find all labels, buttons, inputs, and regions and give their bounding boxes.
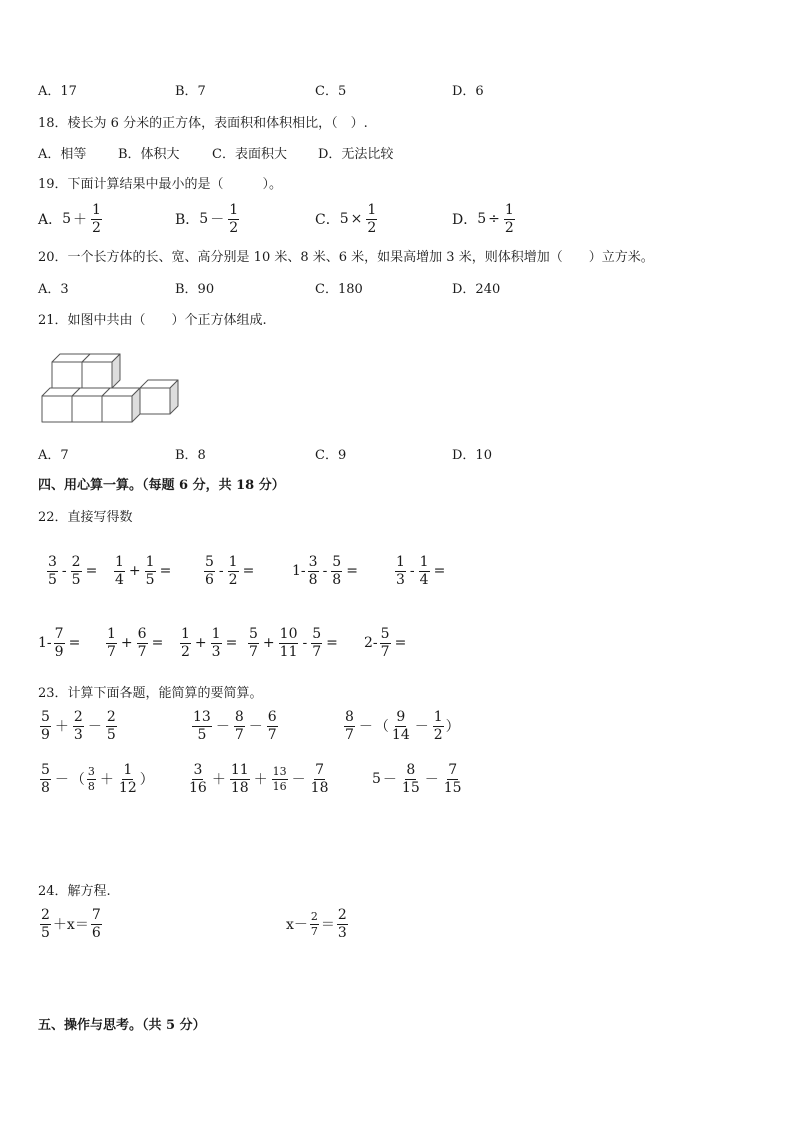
whole-number: 1- — [38, 635, 52, 652]
right-paren: ） — [139, 772, 154, 789]
operator: + — [194, 635, 207, 652]
numerator: 5 — [41, 762, 50, 778]
q23-expr-3 — [342, 710, 460, 742]
cube-figure — [40, 350, 185, 428]
numerator: 1 — [123, 762, 133, 778]
denominator: 9 — [41, 726, 50, 743]
fraction — [73, 710, 84, 742]
operator: - — [409, 563, 415, 580]
numerator: 9 — [396, 709, 406, 725]
cube — [82, 354, 120, 388]
denominator: 15 — [401, 779, 420, 796]
denominator: 15 — [443, 779, 462, 796]
q20-option-b: B．90 — [175, 282, 215, 297]
fraction — [419, 555, 430, 587]
fraction — [504, 203, 515, 235]
fraction — [192, 710, 212, 742]
fraction — [279, 627, 299, 659]
q20-question: 20．一个长方体的长、宽、高分别是 10 米、8 米、6 米，如果高增加 3 米，则体积增加（ ）立方米。 — [38, 250, 654, 265]
numerator: 5 — [332, 554, 342, 570]
operator: + — [262, 635, 275, 652]
denominator: 6 — [205, 571, 214, 588]
q20-option-a: A．3 — [38, 282, 69, 297]
denominator: 14 — [391, 726, 410, 743]
q18-option-b: B．体积大 — [118, 147, 180, 162]
denominator: 8 — [308, 571, 318, 588]
q23-expr-2 — [190, 710, 280, 742]
whole-number: 5 — [477, 211, 487, 228]
operator: + — [120, 635, 133, 652]
q20-option-d: D．240 — [452, 282, 501, 297]
whole-number: 5 — [372, 771, 381, 788]
q21-option-c: C．9 — [315, 448, 347, 463]
fraction — [91, 908, 102, 940]
operator: － — [215, 719, 230, 736]
equals-sign: = — [159, 563, 172, 580]
section-5-title: 五、操作与思考。（共 5 分） — [38, 1018, 206, 1033]
fraction — [106, 710, 117, 742]
numerator: 5 — [312, 626, 322, 642]
operator: - — [322, 563, 328, 580]
q22-expr-1 — [45, 555, 99, 587]
whole-number: 5 — [62, 211, 72, 228]
denominator: 3 — [73, 726, 83, 743]
q17-option-b: B．7 — [175, 84, 206, 99]
denominator: 5 — [41, 924, 50, 941]
q18-question: 18．棱长为 6 分米的正方体，表面积和体积相比，（ ）. — [38, 116, 368, 131]
denominator: 18 — [310, 779, 329, 796]
operator: － — [414, 719, 429, 736]
option-label: C． — [315, 212, 340, 229]
q19-option-c — [315, 203, 379, 235]
operator: － — [210, 212, 225, 229]
denominator: 7 — [310, 924, 318, 938]
q19-option-d — [452, 203, 517, 235]
equals-sign: = — [68, 635, 81, 652]
numerator: 13 — [272, 765, 287, 779]
denominator: 8 — [332, 571, 342, 588]
cube — [102, 388, 140, 422]
whole-number: 5 — [339, 211, 349, 228]
q22-expr-7 — [104, 627, 165, 659]
q21-question: 21．如图中共由（ ）个正方体组成. — [38, 313, 267, 328]
operator: ＋ — [99, 772, 114, 789]
q23-expr-6 — [372, 763, 465, 795]
numerator: 1 — [181, 626, 190, 642]
variable: x－ — [286, 917, 308, 934]
denominator: 5 — [197, 726, 207, 743]
fraction — [310, 911, 319, 937]
q24-question: 24．解方程. — [38, 884, 111, 899]
denominator: 2 — [92, 219, 101, 236]
q20-option-c: C．180 — [315, 282, 363, 297]
operator: ＋ — [253, 772, 268, 789]
denominator: 5 — [145, 571, 155, 588]
fraction — [204, 555, 215, 587]
fraction — [180, 627, 191, 659]
numerator: 1 — [92, 202, 101, 218]
numerator: 1 — [115, 554, 124, 570]
whole-number: 5 — [199, 211, 209, 228]
fraction — [248, 627, 259, 659]
numerator: 7 — [54, 626, 64, 642]
denominator: 6 — [91, 924, 101, 941]
q18-option-c: C．表面积大 — [212, 147, 287, 162]
left-paren: （ — [70, 772, 85, 789]
q21-option-d: D．10 — [452, 448, 492, 463]
denominator: 2 — [433, 726, 443, 743]
numerator: 13 — [193, 709, 211, 725]
numerator: 1 — [433, 709, 443, 725]
q19-option-b — [175, 203, 241, 235]
numerator: 2 — [73, 709, 83, 725]
operator: - — [218, 563, 224, 580]
fraction — [114, 555, 125, 587]
equals-sign: = — [346, 563, 358, 580]
q21-option-a: A．7 — [38, 448, 69, 463]
numerator: 8 — [345, 709, 354, 725]
fraction — [310, 763, 330, 795]
operator: × — [350, 211, 363, 228]
q19-option-a — [38, 203, 104, 235]
fraction — [40, 908, 51, 940]
denominator: 4 — [419, 571, 429, 588]
equals-sign: = — [394, 635, 407, 652]
fraction — [145, 555, 156, 587]
fraction — [188, 763, 208, 795]
fraction — [228, 555, 239, 587]
numerator: 7 — [91, 907, 101, 923]
denominator: 16 — [272, 779, 287, 793]
fraction — [47, 555, 58, 587]
denominator: 5 — [71, 571, 81, 588]
numerator: 8 — [234, 709, 244, 725]
numerator: 8 — [406, 762, 416, 778]
denominator: 2 — [229, 219, 239, 236]
numerator: 7 — [315, 762, 325, 778]
q22-expr-6 — [38, 627, 82, 659]
fraction — [137, 627, 148, 659]
numerator: 2 — [310, 910, 318, 924]
operator: － — [54, 772, 69, 789]
operator: － — [248, 719, 263, 736]
denominator: 7 — [234, 726, 244, 743]
q22-expr-3 — [202, 555, 256, 587]
equals-sign: = — [85, 563, 98, 580]
q22-expr-8 — [178, 627, 239, 659]
denominator: 7 — [345, 726, 354, 743]
fraction — [308, 555, 319, 587]
fraction — [71, 555, 82, 587]
fraction — [40, 763, 51, 795]
section-4-title: 四、用心算一算。（每题 6 分，共 18 分） — [38, 478, 285, 493]
denominator: 3 — [211, 643, 221, 660]
fraction — [40, 710, 51, 742]
q17-option-c: C．5 — [315, 84, 347, 99]
operator: ＋ — [211, 772, 226, 789]
numerator: 6 — [267, 709, 277, 725]
numerator: 3 — [308, 554, 318, 570]
q22-expr-10 — [364, 627, 408, 659]
q19-question: 19．下面计算结果中最小的是（ ）。 — [38, 177, 283, 192]
numerator: 1 — [396, 554, 405, 570]
numerator: 5 — [205, 554, 214, 570]
equals-sign: = — [326, 635, 338, 652]
operator: － — [382, 772, 397, 789]
denominator: 5 — [48, 571, 57, 588]
q24-equation-2 — [286, 908, 350, 940]
operator: － — [291, 772, 306, 789]
denominator: 9 — [54, 643, 64, 660]
numerator: 5 — [249, 626, 258, 642]
operator: ÷ — [488, 211, 500, 228]
fraction — [87, 766, 96, 792]
numerator: 1 — [228, 554, 238, 570]
numerator: 5 — [380, 626, 390, 642]
equals-sign: = — [225, 635, 238, 652]
fraction — [337, 908, 348, 940]
fraction — [272, 766, 288, 792]
equals-sign: = — [151, 635, 164, 652]
denominator: 11 — [279, 643, 298, 660]
q22-expr-9 — [246, 627, 340, 659]
q21-option-b: B．8 — [175, 448, 206, 463]
fraction — [267, 710, 278, 742]
q17-option-a: A．17 — [38, 84, 77, 99]
fraction — [230, 763, 250, 795]
q17-option-d: D．6 — [452, 84, 484, 99]
option-label: B． — [175, 212, 200, 229]
q23-question: 23．计算下面各题，能简算的要简算。 — [38, 686, 263, 701]
fraction — [311, 627, 322, 659]
numerator: 3 — [193, 762, 203, 778]
numerator: 2 — [337, 907, 347, 923]
fraction — [401, 763, 421, 795]
numerator: 1 — [367, 202, 377, 218]
fraction — [344, 710, 355, 742]
numerator: 1 — [107, 626, 116, 642]
numerator: 1 — [419, 554, 429, 570]
numerator: 2 — [41, 907, 50, 923]
q18-option-d: D．无法比较 — [318, 147, 394, 162]
denominator: 7 — [312, 643, 322, 660]
operator: - — [61, 563, 67, 580]
q23-expr-1 — [38, 710, 119, 742]
numerator: 1 — [504, 202, 514, 218]
numerator: 2 — [106, 709, 116, 725]
operator: － — [358, 719, 373, 736]
equals-sign: = — [433, 563, 446, 580]
fraction — [433, 710, 444, 742]
denominator: 2 — [367, 219, 377, 236]
q22-expr-5 — [393, 555, 447, 587]
fraction — [91, 203, 102, 235]
numerator: 7 — [448, 762, 458, 778]
equals-sign: = — [242, 563, 255, 580]
q23-expr-5 — [186, 763, 331, 795]
denominator: 4 — [115, 571, 124, 588]
denominator: 18 — [230, 779, 249, 796]
denominator: 7 — [137, 643, 147, 660]
operator: + — [128, 563, 141, 580]
fraction — [106, 627, 117, 659]
q22-expr-2 — [112, 555, 173, 587]
q18-option-a: A．相等 — [38, 147, 87, 162]
fraction — [391, 710, 411, 742]
denominator: 7 — [267, 726, 277, 743]
denominator: 3 — [396, 571, 405, 588]
cube — [140, 380, 178, 414]
operator: ＋ — [54, 719, 69, 736]
operator: － — [424, 772, 439, 789]
denominator: 2 — [181, 643, 190, 660]
option-label: D． — [452, 212, 478, 229]
denominator: 16 — [189, 779, 207, 796]
numerator: 10 — [279, 626, 298, 642]
denominator: 7 — [107, 643, 116, 660]
numerator: 6 — [137, 626, 147, 642]
fraction — [118, 763, 138, 795]
numerator: 11 — [230, 762, 249, 778]
q22-expr-4 — [292, 555, 360, 587]
q23-expr-4 — [38, 763, 154, 795]
denominator: 5 — [106, 726, 116, 743]
denominator: 7 — [249, 643, 258, 660]
fraction — [54, 627, 65, 659]
numerator: 3 — [48, 554, 57, 570]
denominator: 7 — [380, 643, 390, 660]
denominator: 8 — [41, 779, 50, 796]
whole-number: 2- — [364, 635, 378, 652]
fraction — [211, 627, 222, 659]
numerator: 1 — [211, 626, 221, 642]
q24-equation-1 — [38, 908, 104, 940]
numerator: 1 — [145, 554, 155, 570]
fraction — [380, 627, 391, 659]
right-paren: ） — [445, 719, 460, 736]
numerator: 2 — [71, 554, 81, 570]
fraction — [366, 203, 377, 235]
fraction — [443, 763, 463, 795]
operator: － — [87, 719, 102, 736]
q22-question: 22．直接写得数 — [38, 510, 133, 525]
fraction — [395, 555, 406, 587]
numerator: 3 — [87, 765, 95, 779]
fraction — [228, 203, 239, 235]
denominator: 8 — [87, 779, 95, 793]
denominator: 12 — [118, 779, 137, 796]
denominator: 3 — [337, 924, 347, 941]
whole-number: 1- — [292, 563, 306, 580]
operator: ＋x＝ — [52, 917, 89, 934]
operator: ＝ — [320, 917, 335, 934]
fraction — [234, 710, 245, 742]
left-paren: （ — [374, 719, 389, 736]
operator: ＋ — [73, 212, 88, 229]
numerator: 1 — [229, 202, 239, 218]
operator: - — [302, 635, 308, 652]
denominator: 2 — [504, 219, 514, 236]
numerator: 5 — [41, 709, 50, 725]
denominator: 2 — [228, 571, 238, 588]
option-label: A． — [38, 212, 63, 229]
fraction — [331, 555, 342, 587]
